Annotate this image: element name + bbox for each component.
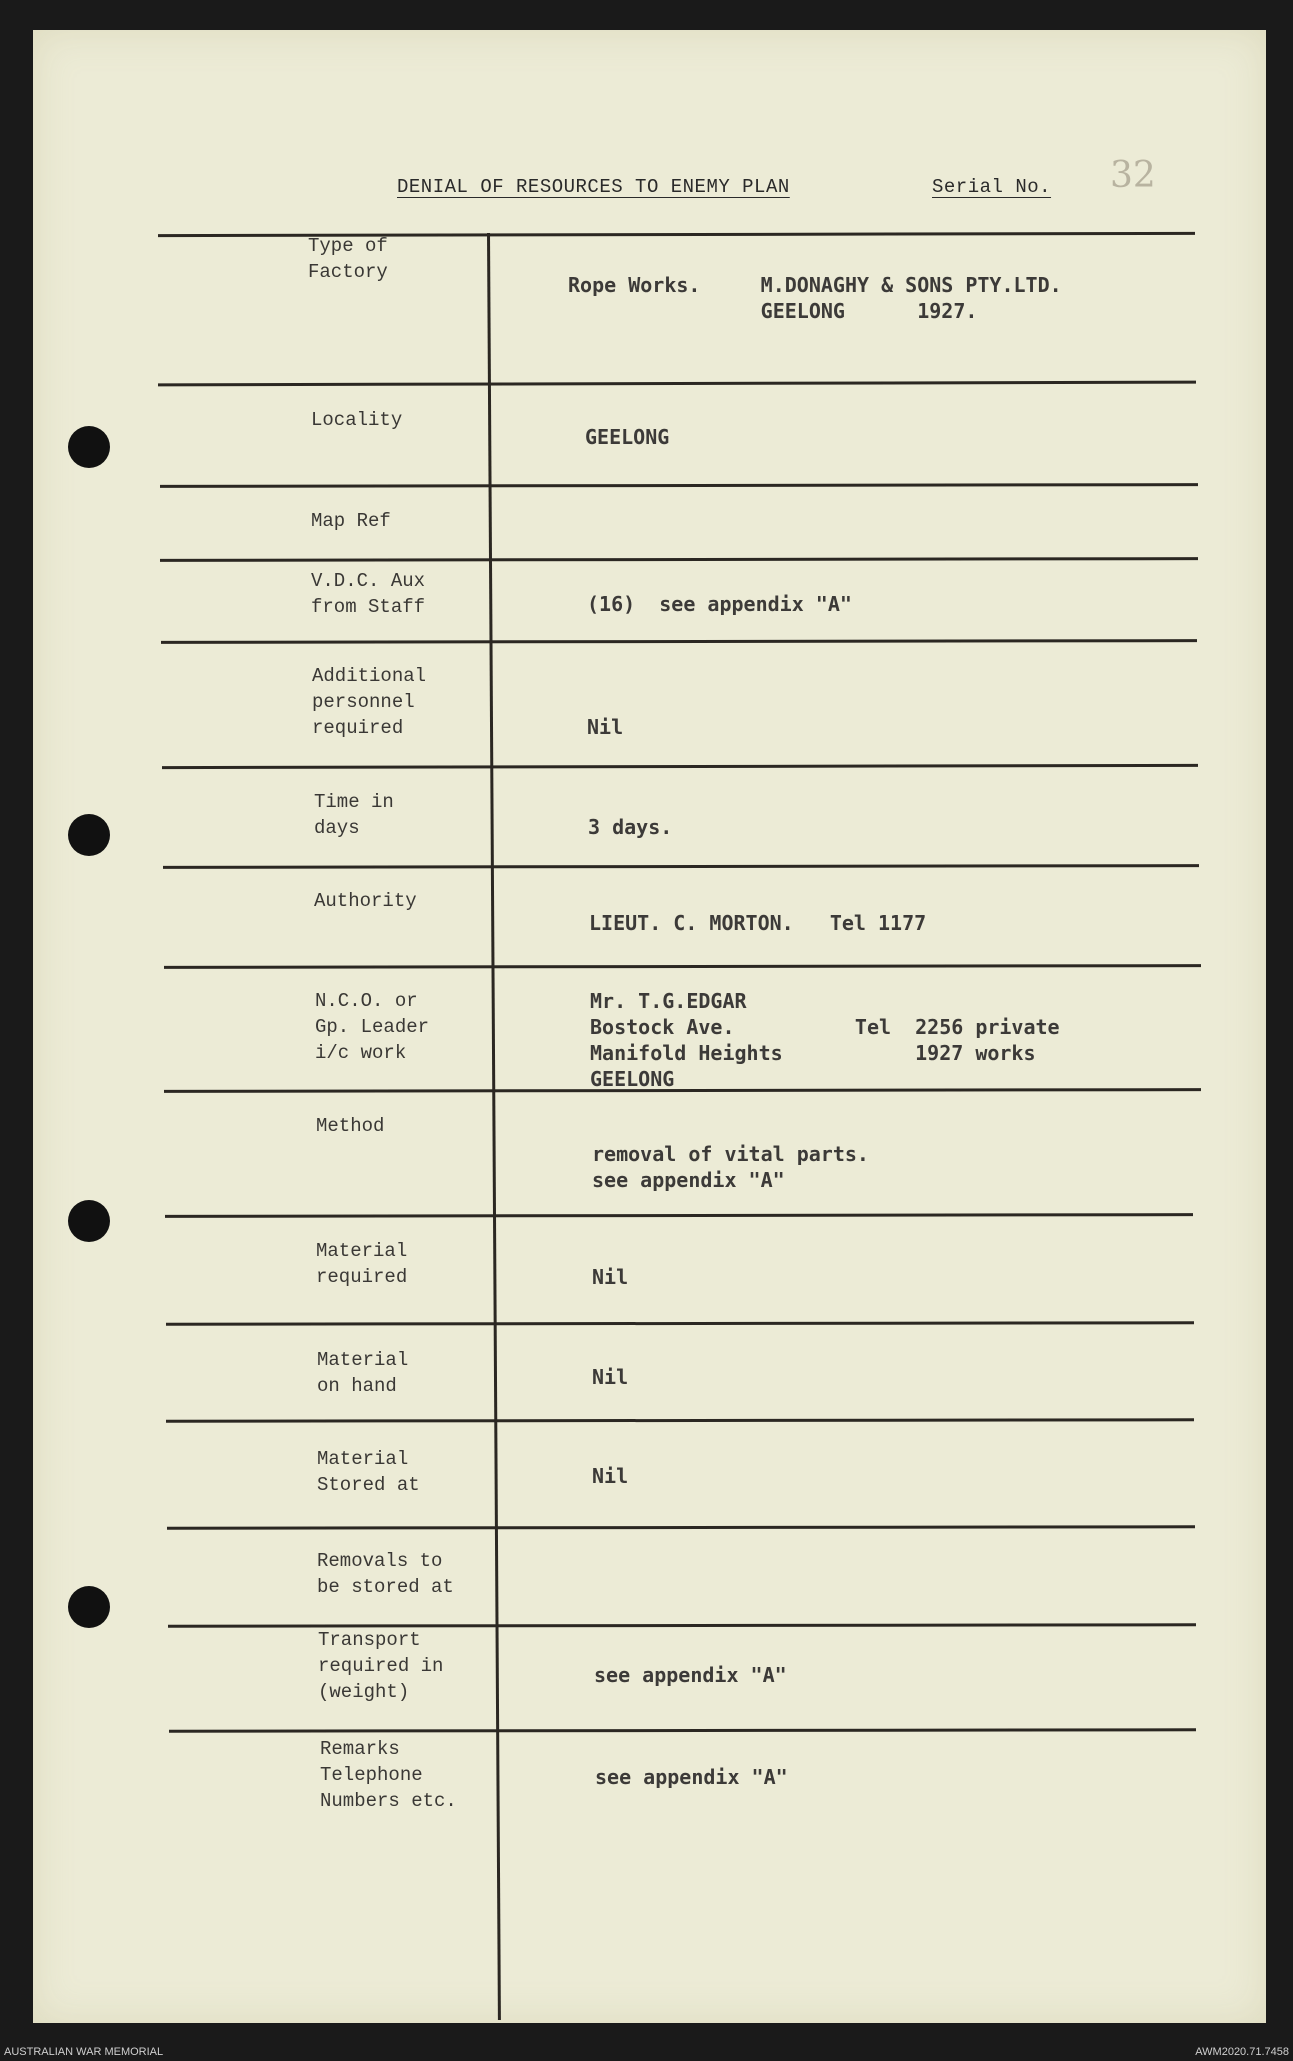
row-value: LIEUT. C. MORTON. Tel 1177 xyxy=(589,911,927,935)
serial-label: Serial No. xyxy=(932,176,1052,198)
document-title-block xyxy=(397,176,790,198)
row-label: Type of Factory xyxy=(308,235,388,283)
serial-number: 32 xyxy=(1110,155,1156,196)
row-value: 3 days. xyxy=(588,815,673,839)
row-value: (16) see appendix "A" xyxy=(587,592,852,616)
row-label: Remarks Telephone Numbers etc. xyxy=(320,1738,457,1812)
row-label: V.D.C. Aux from Staff xyxy=(311,570,426,618)
row-label: Material Stored at xyxy=(317,1448,420,1496)
row-value: Nil xyxy=(592,1265,629,1289)
row-label: Removals to be stored at xyxy=(317,1550,454,1598)
punch-hole xyxy=(68,426,110,468)
row-value: Nil xyxy=(592,1464,629,1488)
punch-hole xyxy=(68,814,110,856)
row-value: Nil xyxy=(592,1365,629,1389)
row-label: Material required xyxy=(316,1240,408,1288)
row-label: Map Ref xyxy=(311,510,391,532)
row-label: N.C.O. or Gp. Leader i/c work xyxy=(315,990,430,1064)
footer-right: AWM2020.71.7458 xyxy=(1195,2046,1289,2058)
row-label: Method xyxy=(316,1115,385,1137)
row-value: see appendix "A" xyxy=(594,1663,787,1687)
punch-hole xyxy=(68,1200,110,1242)
row-label: Locality xyxy=(311,409,403,431)
row-value: Rope Works. M.DONAGHY & SONS PTY.LTD. GEELONG 1927. xyxy=(568,273,1062,323)
row-label: Authority xyxy=(314,890,417,912)
row-label: Material on hand xyxy=(317,1349,409,1397)
row-label: Transport required in (weight) xyxy=(318,1629,444,1703)
document-title: DENIAL OF RESOURCES TO ENEMY PLAN xyxy=(397,176,790,198)
footer-left: AUSTRALIAN WAR MEMORIAL xyxy=(4,2046,164,2058)
row-value: removal of vital parts. see appendix "A" xyxy=(592,1142,869,1192)
row-value: Mr. T.G.EDGAR Bostock Ave. Tel 2256 private Manifold Heights 1927 works GEELONG xyxy=(590,989,1060,1091)
row-label: Time in days xyxy=(314,791,394,839)
row-label: Additional personnel required xyxy=(312,665,427,739)
row-value: see appendix "A" xyxy=(595,1765,788,1789)
row-value: Nil xyxy=(587,715,624,739)
punch-hole xyxy=(68,1586,110,1628)
row-value: GEELONG xyxy=(585,425,670,449)
